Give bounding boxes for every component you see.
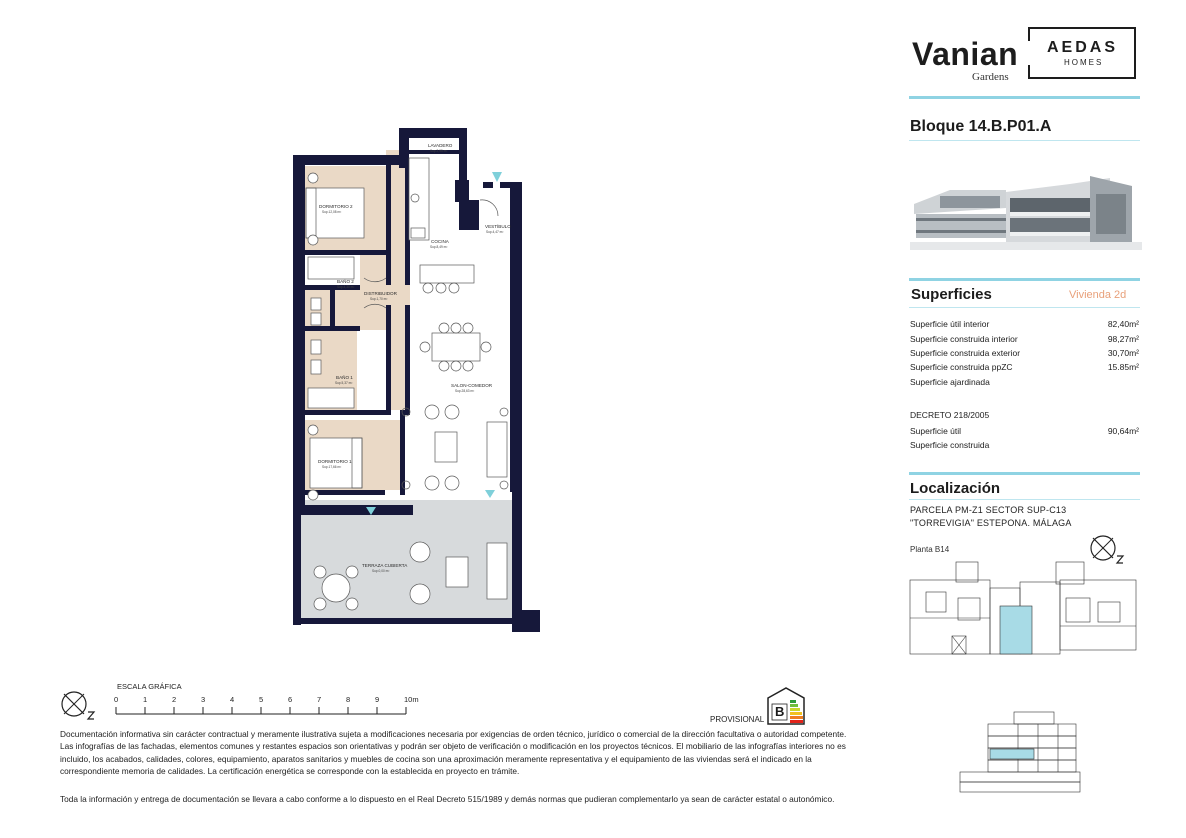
sup-label: Superficie útil	[910, 426, 962, 436]
scale-tick-label: 8	[346, 695, 351, 704]
scale-tick-label: 0	[114, 695, 119, 704]
scale-tick-label: 9	[375, 695, 380, 704]
svg-text:BAÑO 2: BAÑO 2	[337, 279, 354, 284]
svg-text:Sup.1,70 m²: Sup.1,70 m²	[370, 297, 388, 301]
scale-tick-label: 1	[143, 695, 148, 704]
superficies-title: Superficies	[911, 286, 992, 303]
divider	[909, 472, 1140, 475]
scale-tick-label: 5	[259, 695, 264, 704]
scale-tick-label: 2	[172, 695, 177, 704]
sup-value: 98,27m²	[1107, 334, 1139, 344]
disclaimer-text-legal: Toda la información y entrega de documentación se llevara a cabo conforme a lo dispuesto en el Real Decreto 515/1989 y demás normas que pudieran complementarlo ya sean de carácter estatal o autonómico.	[60, 794, 835, 804]
scale-bar	[110, 690, 430, 720]
sup-label: Superficie construida exterior	[910, 348, 1021, 358]
scale-tick-label: 7	[317, 695, 322, 704]
sup-label: Superficie construida	[910, 440, 990, 450]
building-render	[910, 168, 1142, 250]
svg-text:Sup.4,47 m²: Sup.4,47 m²	[486, 230, 504, 234]
disclaimer-text: Documentación informativa sin carácter contractual y meramente ilustrativa sujeta a modificaciones necesaria por exigencias de orden técnico, jurídico o comercial de la dirección facultativa o autoridad competente. Las infografías de las fachadas, elementos comunes y restantes espacios son orientativas y podrán ser objeto de verificación o modificación en los proyectos técnicos. El mobiliario de las infografías interiores no es incluido, los acabados, calidades, colores, equipamiento, aparatos sanitarios y muebles de cocina son una aproximación meramente representativa y el equipamiento de las viviendas será el indicado en la correspondiente memoria de calidades. La certificación energética se corresponde con la establecida en proyecto en trámite.	[60, 729, 847, 777]
sup-value: 82,40m²	[1107, 319, 1139, 329]
svg-text:BAÑO 1: BAÑO 1	[336, 375, 353, 380]
scale-tick-label: 3	[201, 695, 206, 704]
svg-text:DISTRIBUIDOR: DISTRIBUIDOR	[364, 291, 397, 296]
svg-text:Sup.4,30 m²: Sup.4,30 m²	[337, 285, 355, 289]
site-plan	[906, 558, 1140, 660]
divider	[909, 96, 1140, 99]
decreto-title: DECRETO 218/2005	[910, 410, 990, 420]
scale-tick-label: 4	[230, 695, 235, 704]
aedas-logo: AEDAS	[1047, 39, 1119, 56]
building-section	[958, 706, 1082, 802]
svg-text:VESTÍBULO: VESTÍBULO	[485, 224, 511, 229]
svg-text:Sup.8,49 m²: Sup.8,49 m²	[430, 245, 448, 249]
block-title: Bloque 14.B.P01.A	[910, 118, 1052, 135]
svg-text:TERRAZA CUBIERTA: TERRAZA CUBIERTA	[362, 563, 408, 568]
svg-text:DORMITORIO 1: DORMITORIO 1	[318, 459, 352, 464]
sup-label: Superficie ajardinada	[910, 377, 990, 387]
sup-label: Superficie útil interior	[910, 319, 990, 329]
aedas-logo-sub: HOMES	[1064, 58, 1104, 67]
divider	[909, 140, 1140, 141]
svg-text:Sup.12,08 m²: Sup.12,08 m²	[322, 210, 342, 214]
scale-tick-label: 10m	[404, 695, 419, 704]
sup-value: 15.85m²	[1107, 362, 1139, 372]
brand-logo-gardens: Gardens	[972, 71, 1009, 83]
sup-value: 30,70m²	[1107, 348, 1139, 358]
location-line: PARCELA PM-Z1 SECTOR SUP-C13	[910, 505, 1067, 515]
floor-plan	[280, 120, 550, 640]
divider	[909, 307, 1140, 308]
svg-text:SALON-COMEDOR: SALON-COMEDOR	[451, 383, 493, 388]
svg-text:DORMITORIO 2: DORMITORIO 2	[319, 204, 353, 209]
north-compass-icon	[58, 688, 102, 724]
localizacion-title: Localización	[910, 480, 1001, 497]
sup-value: 90,64m²	[1107, 426, 1139, 436]
sup-label: Superficie construida interior	[910, 334, 1018, 344]
sup-label: Superficie construida ppZC	[910, 362, 1013, 372]
energy-provisional-label: PROVISIONAL	[710, 715, 765, 724]
svg-text:LAVADERO: LAVADERO	[428, 143, 453, 148]
vivienda-type: Vivienda 2d	[1069, 289, 1127, 301]
svg-text:Sup.28,63 m²: Sup.28,63 m²	[455, 389, 475, 393]
planta-label: Planta B14	[910, 545, 950, 554]
svg-text:COCINA: COCINA	[431, 239, 449, 244]
scale-tick-label: 6	[288, 695, 293, 704]
location-line: "TORREVIGIA" ESTEPONA. MÁLAGA	[910, 518, 1072, 528]
energy-rating-icon	[766, 686, 810, 726]
divider	[909, 499, 1140, 500]
divider	[909, 278, 1140, 281]
energy-rating: B	[775, 704, 785, 719]
svg-text:Sup.5,37 m²: Sup.5,37 m²	[335, 381, 353, 385]
svg-text:Sup.17,66 m²: Sup.17,66 m²	[322, 465, 342, 469]
scale-title: ESCALA GRÁFICA	[117, 682, 182, 691]
brand-logo-vanian: Vanian	[912, 36, 1019, 72]
svg-text:Sup.2,95 m²: Sup.2,95 m²	[430, 149, 448, 153]
svg-text:Sup.0,00 m²: Sup.0,00 m²	[372, 569, 390, 573]
